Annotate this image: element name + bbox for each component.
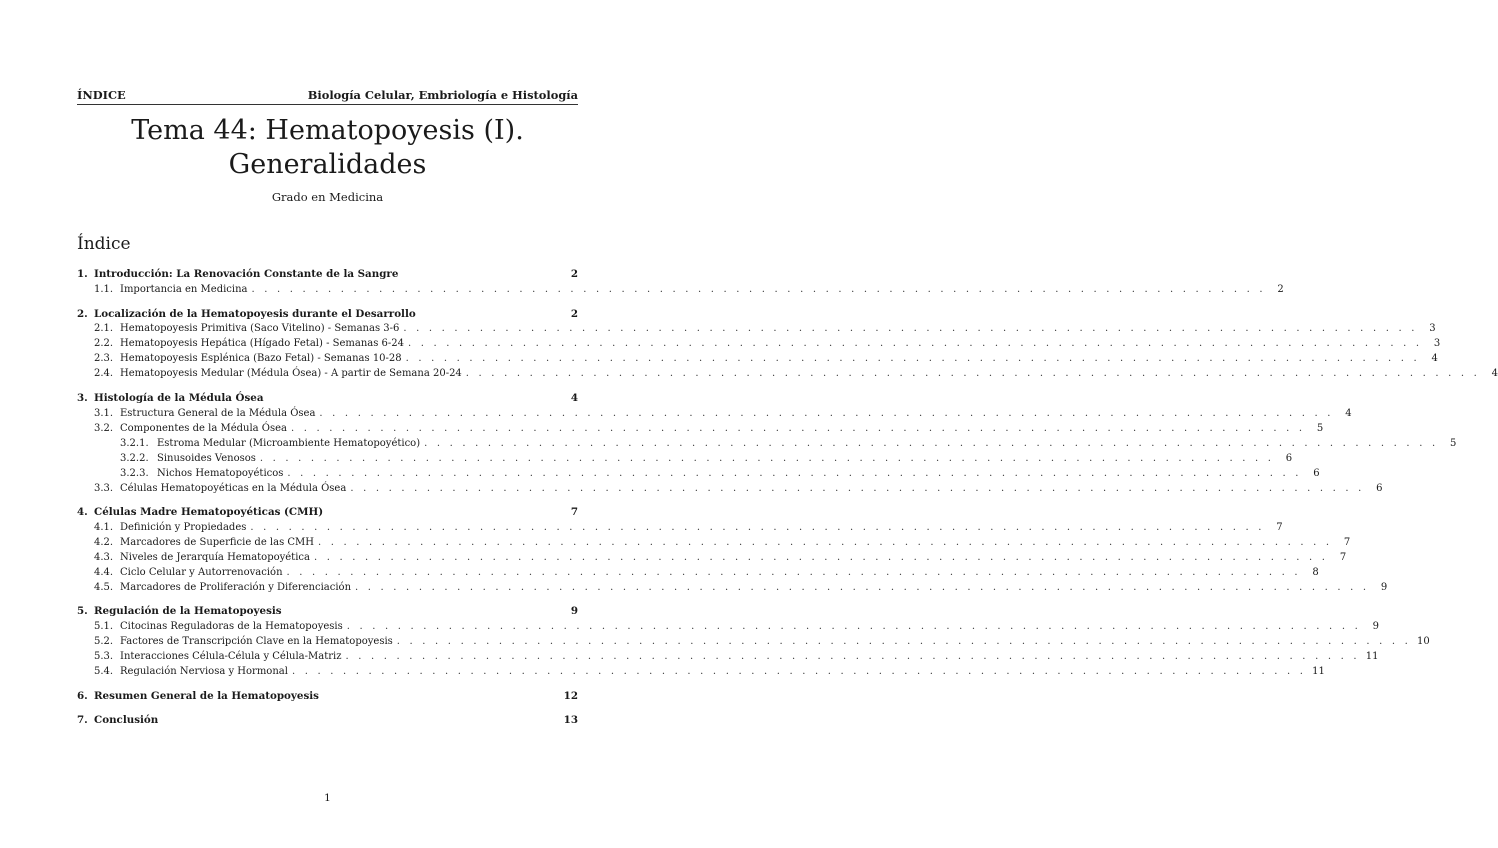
toc-entry-title: Interacciones Célula-Célula y Célula-Matriz	[120, 651, 342, 663]
toc-entry-number: 5.1.	[94, 621, 114, 633]
toc-entry-title: Células Madre Hematopoyéticas (CMH)	[94, 506, 324, 519]
toc-entry[interactable]	[77, 406, 1352, 421]
toc-entry-page: 4	[1491, 368, 1498, 380]
toc-entry-number: 5.	[77, 605, 88, 618]
toc-leader-dots: . . . . . . . . . . . . . . . . . . . . . . . . . . . . . . . . . . . . . . . . . . . . . . . . . . . . . . . . . . . . . . . . . . . . . . . . . . . . . . . .	[350, 482, 1365, 494]
toc-entry-page: 5	[1316, 422, 1324, 434]
toc-entry-page: 13	[563, 714, 578, 727]
toc-entry[interactable]	[77, 634, 1430, 649]
toc-entry-page: 8	[1312, 566, 1319, 578]
toc-entry-title: Células Hematopoyéticas en la Médula Ósea	[120, 482, 347, 494]
toc-entry-number: 4.4.	[94, 566, 114, 578]
toc-entry[interactable]	[77, 565, 1319, 580]
toc-section[interactable]	[77, 604, 578, 619]
toc-entry-title: Marcadores de Superficie de las CMH	[120, 537, 315, 548]
toc-entry[interactable]	[77, 550, 1347, 565]
toc-leader-dots: . . . . . . . . . . . . . . . . . . . . . . . . . . . . . . . . . . . . . . . . . . . . . . . . . . . . . . . . . . . . . . . . . . . . . . . . . . . . . . . .	[291, 666, 1307, 678]
toc-leader-dots: . . . . . . . . . . . . . . . . . . . . . . . . . . . . . . . . . . . . . . . . . . . . . . . . . . . . . . . . . . . . . . . . . . . . . . . . . . . . . . . .	[286, 566, 1301, 578]
toc-section[interactable]	[77, 689, 578, 704]
toc-entry-number: 2.4.	[94, 368, 114, 380]
toc-entry-page: 7	[1276, 522, 1283, 533]
toc-leader-dots: . . . . . . . . . . . . . . . . . . . . . . . . . . . . . . . . . . . . . . . . . . . . . . . . . . . . . . . . . . . . . . . . . . . . . . . . . . . . . . . .	[250, 522, 1265, 533]
toc-entry-title: Regulación de la Hematopoyesis	[94, 605, 282, 618]
toc-entry-page: 9	[1380, 581, 1388, 593]
toc-entry-number: 5.3.	[94, 651, 114, 663]
toc-entry-number: 2.2.	[94, 338, 114, 350]
toc-entry-title: Regulación Nerviosa y Hormonal	[120, 666, 288, 678]
toc-leader-dots: . . . . . . . . . . . . . . . . . . . . . . . . . . . . . . . . . . . . . . . . . . . . . . . . . . . . . . . . . . . . . . . . . . . . . . . . . . . . . . . .	[345, 651, 1360, 663]
running-header	[77, 88, 578, 102]
toc-entry-number: 3.1.	[94, 407, 114, 419]
toc-entry-page: 9	[1372, 621, 1379, 633]
toc-entry[interactable]	[77, 351, 1438, 366]
toc-entry-number: 4.1.	[94, 522, 114, 533]
running-header-right: Biología Celular, Embriología e Histología	[307, 88, 578, 102]
toc-entry[interactable]	[77, 619, 1379, 634]
toc-leader-dots: . . . . . . . . . . . . . . . . . . . . . . . . . . . . . . . . . . . . . . . . . . . . . . . . . . . . . . . . . . . . . . . . . . . . . . . . . . . . . . . .	[259, 452, 1275, 464]
title-line-1: Tema 44: Hematopoyesis (I).	[131, 115, 524, 146]
toc-entry[interactable]	[77, 421, 1324, 436]
document-title	[0, 114, 655, 182]
toc-heading: Índice	[77, 234, 131, 254]
toc-entry-number: 2.3.	[94, 353, 114, 365]
toc-entry-title: Nichos Hematopoyéticos	[157, 467, 284, 479]
toc-entry-title: Definición y Propiedades	[120, 522, 247, 533]
toc-leader-dots: . . . . . . . . . . . . . . . . . . . . . . . . . . . . . . . . . . . . . . . . . . . . . . . . . . . . . . . . . . . . . . . . . . . . . . . . . . . . . . . .	[313, 552, 1329, 563]
toc-leader-dots: . . . . . . . . . . . . . . . . . . . . . . . . . . . . . . . . . . . . . . . . . . . . . . . . . . . . . . . . . . . . . . . . . . . . . . . . . . . . . . . .	[346, 621, 1361, 633]
toc-entry[interactable]	[77, 481, 1383, 496]
toc-entry-page: 6	[1313, 467, 1320, 479]
document-subtitle: Grado en Medicina	[271, 190, 384, 204]
toc-entry-page: 4	[570, 391, 578, 404]
toc-entry-title: Sinusoides Venosos	[157, 452, 256, 464]
toc-entry-title: Ciclo Celular y Autorrenovación	[120, 566, 283, 578]
toc-leader-dots: . . . . . . . . . . . . . . . . . . . . . . . . . . . . . . . . . . . . . . . . . . . . . . . . . . . . . . . . . . . . . . . . . . . . . . . . . . . . . . . .	[355, 581, 1370, 593]
toc-entry[interactable]	[77, 321, 1436, 336]
toc-entry-page: 7	[570, 506, 578, 519]
toc-entry-page: 10	[1417, 636, 1430, 648]
toc-entry-title: Citocinas Reguladoras de la Hematopoyesis	[120, 621, 343, 633]
toc-entry-page: 4	[1431, 353, 1438, 365]
toc-entry-page: 3	[1433, 338, 1441, 350]
toc-entry-title: Estroma Medular (Microambiente Hematopoyético)	[157, 437, 421, 449]
toc-entry-page: 9	[570, 605, 578, 618]
toc-entry[interactable]	[77, 366, 1498, 381]
toc-entry-number: 1.1.	[94, 283, 114, 295]
toc-entry-title: Componentes de la Médula Ósea	[120, 422, 288, 434]
toc-entry-page: 6	[1376, 482, 1383, 494]
toc-entry-title: Marcadores de Proliferación y Diferenciación	[120, 581, 352, 593]
toc-entry-title: Hematopoyesis Hepática (Hígado Fetal) - Semanas 6-24	[120, 338, 405, 350]
toc-entry-page: 3	[1429, 323, 1436, 335]
toc-entry-number: 3.2.	[94, 422, 114, 434]
toc-entry-title: Estructura General de la Médula Ósea	[120, 407, 316, 419]
toc-leader-dots: . . . . . . . . . . . . . . . . . . . . . . . . . . . . . . . . . . . . . . . . . . . . . . . . . . . . . . . . . . . . . . . . . . . . . . . . . . . . . . . .	[287, 467, 1302, 479]
toc-entry-number: 2.	[77, 307, 88, 320]
toc-entry-title: Resumen General de la Hematopoyesis	[94, 689, 319, 702]
toc-entry-number: 7.	[77, 714, 88, 727]
toc-entry-title: Hematopoyesis Esplénica (Bazo Fetal) - Semanas 10-28	[120, 353, 402, 365]
toc-leader-dots: . . . . . . . . . . . . . . . . . . . . . . . . . . . . . . . . . . . . . . . . . . . . . . . . . . . . . . . . . . . . . . . . . . . . . . . . . . . . . . . .	[403, 323, 1418, 335]
running-header-left: ÍNDICE	[77, 88, 126, 102]
toc-entry-page: 12	[563, 689, 578, 702]
toc-entry-number: 2.1.	[94, 323, 114, 335]
header-rule	[77, 104, 578, 105]
toc-entry-title: Hematopoyesis Primitiva (Saco Vitelino) - Semanas 3-6	[120, 323, 400, 335]
toc-entry-number: 4.5.	[94, 581, 114, 593]
toc-entry-page: 2	[1277, 283, 1284, 295]
toc-entry-page: 2	[570, 307, 578, 320]
toc-entry[interactable]	[77, 580, 1388, 595]
toc-entry-page: 7	[1339, 552, 1347, 563]
toc-entry[interactable]	[77, 282, 1284, 297]
toc-entry-page: 11	[1365, 651, 1379, 663]
toc-entry-number: 3.3.	[94, 482, 114, 494]
toc-entry-title: Localización de la Hematopoyesis durante el Desarrollo	[94, 307, 416, 320]
toc-entry[interactable]	[77, 451, 1293, 466]
toc-entry-number: 3.	[77, 391, 88, 404]
toc-section[interactable]	[77, 307, 578, 322]
toc-entry-number: 4.	[77, 506, 88, 519]
toc-leader-dots: . . . . . . . . . . . . . . . . . . . . . . . . . . . . . . . . . . . . . . . . . . . . . . . . . . . . . . . . . . . . . . . . . . . . . . . . . . . . . . . .	[291, 422, 1306, 434]
toc-entry-number: 6.	[77, 689, 88, 702]
toc-entry-number: 3.2.2.	[120, 452, 149, 464]
toc-leader-dots: . . . . . . . . . . . . . . . . . . . . . . . . . . . . . . . . . . . . . . . . . . . . . . . . . . . . . . . . . . . . . . . . . . . . . . . . . . . . . . . .	[251, 283, 1266, 295]
toc-entry-page: 2	[570, 268, 578, 280]
toc-entry-title: Factores de Transcripción Clave en la Hematopoyesis	[120, 636, 393, 648]
toc-entry-page: 4	[1345, 407, 1352, 419]
toc-leader-dots: . . . . . . . . . . . . . . . . . . . . . . . . . . . . . . . . . . . . . . . . . . . . . . . . . . . . . . . . . . . . . . . . . . . . . . . . . . . . . . . .	[319, 407, 1334, 419]
toc-entry-number: 3.2.1.	[120, 437, 149, 449]
toc-entry-title: Niveles de Jerarquía Hematopoyética	[120, 552, 310, 563]
toc-entry[interactable]	[77, 520, 1283, 535]
page-number: 1	[324, 792, 331, 804]
toc-entry-number: 4.2.	[94, 537, 114, 548]
toc-entry[interactable]	[77, 436, 1457, 451]
toc-entry-title: Histología de la Médula Ósea	[94, 391, 264, 404]
toc-section[interactable]	[77, 391, 578, 406]
toc-entry-title: Hematopoyesis Medular (Médula Ósea) - A partir de Semana 20-24	[120, 368, 462, 380]
toc-entry-title: Introducción: La Renovación Constante de la Sangre	[94, 268, 399, 280]
toc-entry-page: 5	[1449, 437, 1457, 449]
toc-entry-title: Importancia en Medicina	[120, 283, 248, 295]
toc-leader-dots: . . . . . . . . . . . . . . . . . . . . . . . . . . . . . . . . . . . . . . . . . . . . . . . . . . . . . . . . . . . . . . . . . . . . . . . . . . . . . . . .	[465, 368, 1481, 380]
toc-entry-number: 3.2.3.	[120, 467, 149, 479]
toc-entry[interactable]	[77, 466, 1320, 481]
toc-leader-dots: . . . . . . . . . . . . . . . . . . . . . . . . . . . . . . . . . . . . . . . . . . . . . . . . . . . . . . . . . . . . . . . . . . . . . . . . . . . . . . . .	[424, 437, 1439, 449]
toc-entry-page: 6	[1285, 452, 1293, 464]
toc-leader-dots: . . . . . . . . . . . . . . . . . . . . . . . . . . . . . . . . . . . . . . . . . . . . . . . . . . . . . . . . . . . . . . . . . . . . . . . . . . . . . . . .	[318, 537, 1333, 548]
toc-entry-number: 1.	[77, 268, 88, 280]
toc-leader-dots: . . . . . . . . . . . . . . . . . . . . . . . . . . . . . . . . . . . . . . . . . . . . . . . . . . . . . . . . . . . . . . . . . . . . . . . . . . . . . . . .	[405, 353, 1420, 365]
toc-entry[interactable]	[77, 535, 1351, 550]
toc-entry-number: 5.4.	[94, 666, 114, 678]
toc-entry[interactable]	[77, 664, 1325, 679]
toc-section[interactable]	[77, 713, 578, 728]
toc-section[interactable]	[77, 267, 578, 282]
toc-entry[interactable]	[77, 336, 1441, 351]
toc-entry-number: 4.3.	[94, 552, 114, 563]
toc-entry-number: 5.2.	[94, 636, 114, 648]
toc-entry-page: 11	[1312, 666, 1325, 678]
toc-leader-dots: . . . . . . . . . . . . . . . . . . . . . . . . . . . . . . . . . . . . . . . . . . . . . . . . . . . . . . . . . . . . . . . . . . . . . . . . . . . . . . . .	[396, 636, 1411, 648]
toc-entry-page: 7	[1343, 537, 1351, 548]
toc-section[interactable]	[77, 505, 578, 520]
toc-entry-title: Conclusión	[94, 714, 159, 727]
toc-leader-dots: . . . . . . . . . . . . . . . . . . . . . . . . . . . . . . . . . . . . . . . . . . . . . . . . . . . . . . . . . . . . . . . . . . . . . . . . . . . . . . . .	[408, 338, 1423, 350]
toc-entry[interactable]	[77, 649, 1379, 664]
title-line-2: Generalidades	[228, 149, 427, 180]
